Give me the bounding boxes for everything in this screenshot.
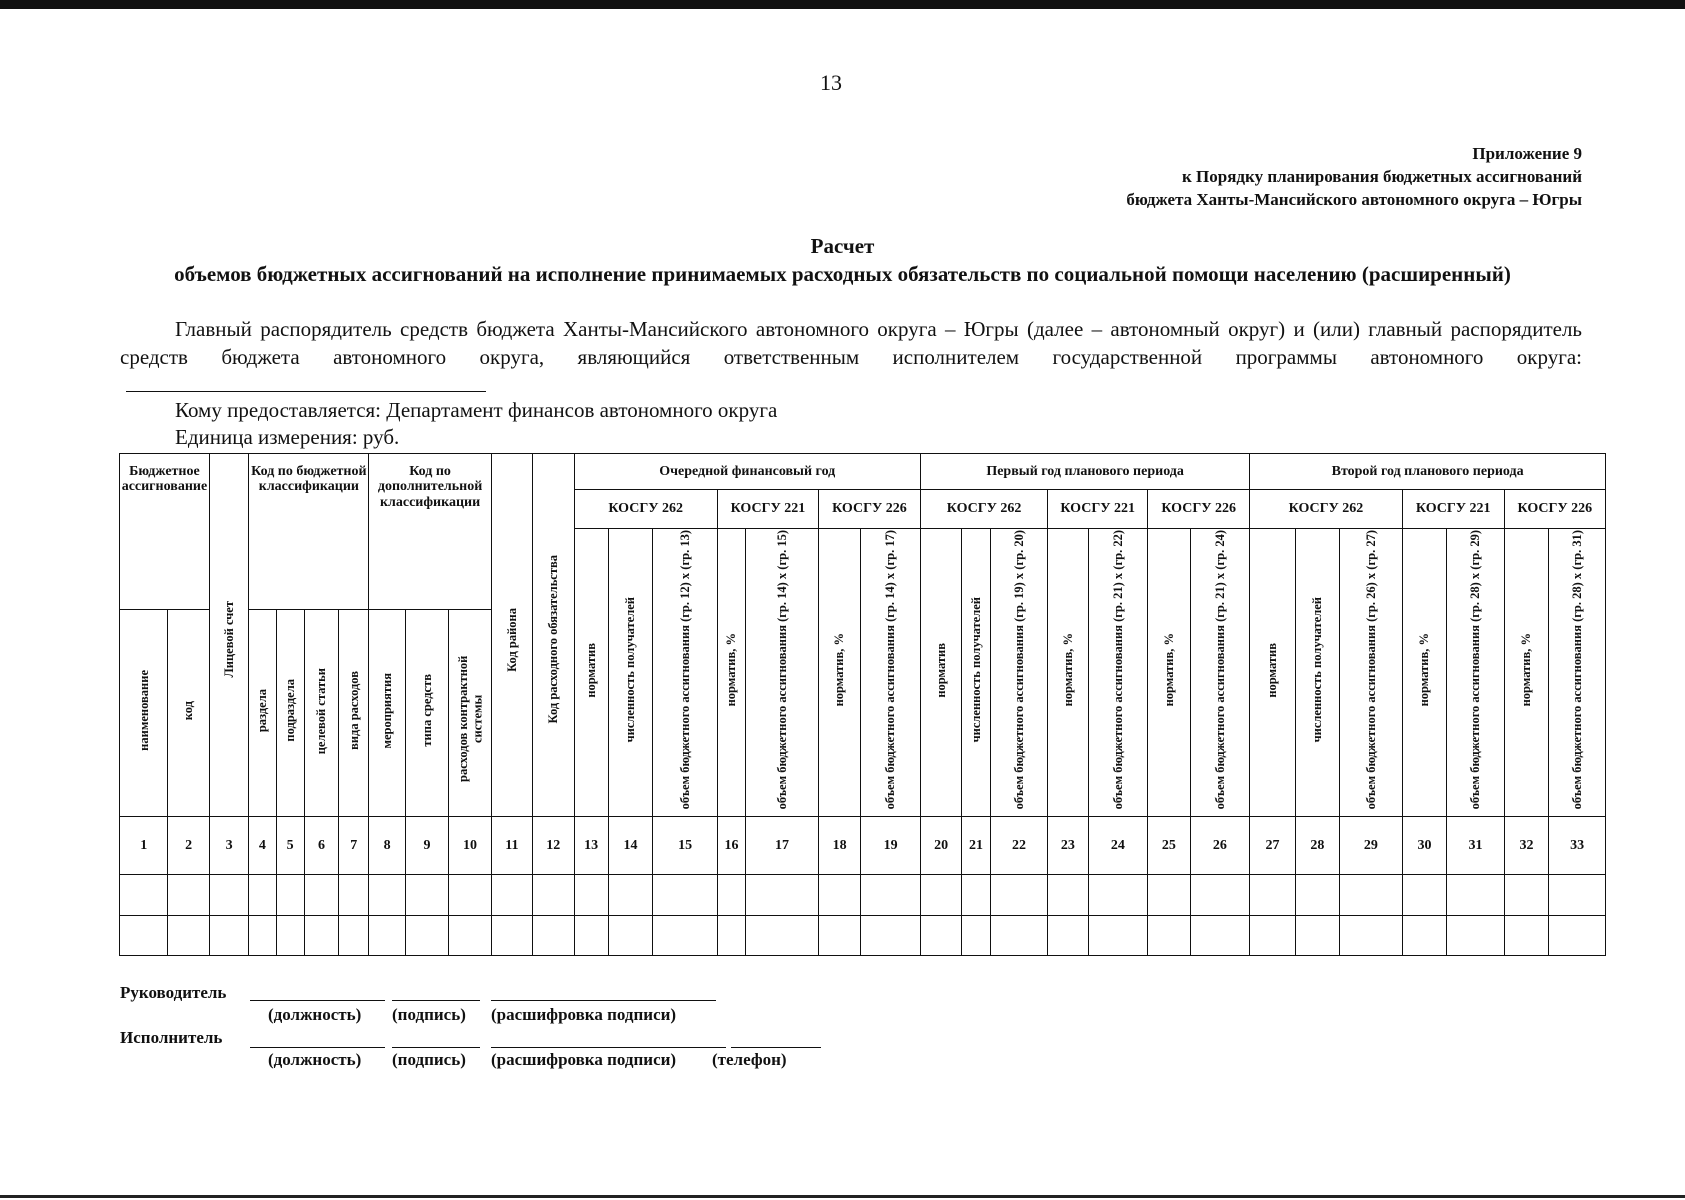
header-extra-classification: Код по дополнительной классификации <box>369 454 491 610</box>
header-kosgu-221: КОСГУ 221 <box>1402 490 1504 528</box>
table-cell[interactable] <box>574 915 608 955</box>
table-cell[interactable] <box>1190 875 1250 915</box>
header-kosgu-221: КОСГУ 221 <box>1048 490 1148 528</box>
table-cell[interactable] <box>369 875 405 915</box>
table-cell[interactable] <box>491 915 532 955</box>
header-col-21: численность получателей <box>962 528 990 816</box>
table-cell[interactable] <box>717 875 745 915</box>
table-cell[interactable] <box>168 875 209 915</box>
column-number-cell: 18 <box>818 816 860 875</box>
document-title: Расчет <box>810 234 875 258</box>
column-number-cell: 9 <box>405 816 448 875</box>
header-district-code <box>491 454 532 817</box>
table-cell[interactable] <box>339 875 369 915</box>
header-col-28: численность получателей <box>1295 528 1339 816</box>
executor-decoding-line[interactable] <box>491 1046 726 1048</box>
head-signature-caption: (подпись) <box>392 1005 466 1024</box>
table-cell[interactable] <box>818 875 860 915</box>
table-cell[interactable] <box>533 875 574 915</box>
header-kosgu-262: КОСГУ 262 <box>574 490 717 528</box>
column-number-cell: 27 <box>1250 816 1295 875</box>
table-row <box>120 875 1606 915</box>
header-kosgu-226: КОСГУ 226 <box>1504 490 1605 528</box>
head-label: Руководитель <box>120 983 227 1002</box>
column-number-cell: 13 <box>574 816 608 875</box>
table-cell[interactable] <box>449 875 491 915</box>
table-cell[interactable] <box>1250 915 1295 955</box>
table-cell[interactable] <box>1088 875 1148 915</box>
executor-phone-line[interactable] <box>731 1046 821 1048</box>
table-cell[interactable] <box>574 875 608 915</box>
table-cell[interactable] <box>1250 875 1295 915</box>
table-cell[interactable] <box>861 875 921 915</box>
table-row <box>120 915 1606 955</box>
head-position-caption: (должность) <box>268 1005 362 1024</box>
table-cell[interactable] <box>1295 875 1339 915</box>
column-number-cell: 24 <box>1088 816 1148 875</box>
table-cell[interactable] <box>304 915 338 955</box>
table-cell[interactable] <box>209 875 248 915</box>
header-col-1: наименование <box>120 610 168 816</box>
table-cell[interactable] <box>1447 915 1505 955</box>
header-obligation-code <box>533 454 574 817</box>
header-kosgu-226: КОСГУ 226 <box>1148 490 1250 528</box>
table-cell[interactable] <box>861 915 921 955</box>
table-cell[interactable] <box>369 915 405 955</box>
header-col-24: объем бюджетного ассигнования (гр. 21) x (гр. 22) <box>1088 528 1148 816</box>
table-cell[interactable] <box>405 915 448 955</box>
header-period-current: Очередной финансовый год <box>574 454 920 490</box>
column-number-cell: 19 <box>861 816 921 875</box>
table-cell[interactable] <box>533 915 574 955</box>
column-number-cell: 5 <box>276 816 304 875</box>
column-number-cell: 30 <box>1402 816 1446 875</box>
table-cell[interactable] <box>1048 915 1088 955</box>
column-number-cell: 20 <box>920 816 961 875</box>
header-obligation-code-label: Код расходного обязательства <box>546 555 561 724</box>
executor-signature-caption: (подпись) <box>392 1050 466 1069</box>
header-kosgu-226: КОСГУ 226 <box>818 490 920 528</box>
intro-paragraph <box>120 315 1582 399</box>
header-col-15: объем бюджетного ассигнования (гр. 12) x (гр. 13) <box>653 528 718 816</box>
column-numbers-row <box>120 816 1606 875</box>
table-cell[interactable] <box>276 875 304 915</box>
header-col-6: целевой статьи <box>304 610 338 816</box>
table-cell[interactable] <box>1549 915 1606 955</box>
table-cell[interactable] <box>168 915 209 955</box>
calculation-table <box>119 453 1606 956</box>
header-col-33: объем бюджетного ассигнования (гр. 28) x (гр. 31) <box>1549 528 1606 816</box>
column-number-cell: 29 <box>1340 816 1403 875</box>
table-cell[interactable] <box>1048 875 1088 915</box>
table-cell[interactable] <box>120 875 168 915</box>
header-kosgu-262: КОСГУ 262 <box>920 490 1047 528</box>
table-cell[interactable] <box>717 915 745 955</box>
executor-phone-caption: (телефон) <box>712 1050 787 1069</box>
table-cell[interactable] <box>653 875 718 915</box>
column-number-cell: 32 <box>1504 816 1548 875</box>
header-col-30: норматив, % <box>1402 528 1446 816</box>
header-personal-account-label: Лицевой счет <box>221 601 236 678</box>
executor-label: Исполнитель <box>120 1028 223 1047</box>
head-decoding-line[interactable] <box>491 999 716 1001</box>
table-cell[interactable] <box>746 915 819 955</box>
header-col-13: норматив <box>574 528 608 816</box>
column-number-cell: 15 <box>653 816 718 875</box>
column-number-cell: 14 <box>608 816 652 875</box>
header-col-5: подраздела <box>276 610 304 816</box>
header-personal-account <box>209 454 248 817</box>
header-col-23: норматив, % <box>1048 528 1088 816</box>
table-cell[interactable] <box>962 875 990 915</box>
table-cell[interactable] <box>920 875 961 915</box>
column-number-cell: 28 <box>1295 816 1339 875</box>
header-budget-allocation: Бюджетное ассигнование <box>120 454 210 610</box>
column-number-cell: 11 <box>491 816 532 875</box>
head-position-line[interactable] <box>250 999 385 1001</box>
table-cell[interactable] <box>746 875 819 915</box>
table-cell[interactable] <box>339 915 369 955</box>
annex-line-2: к Порядку планирования бюджетных ассигнований <box>1182 167 1582 186</box>
column-number-cell: 25 <box>1148 816 1190 875</box>
table-cell[interactable] <box>608 875 652 915</box>
table-cell[interactable] <box>304 875 338 915</box>
header-col-7: вида расходов <box>339 610 369 816</box>
recipient-line: Кому предоставляется: Департамент финансов автономного округа <box>175 398 778 422</box>
table-cell[interactable] <box>962 915 990 955</box>
table-cell[interactable] <box>209 915 248 955</box>
column-number-cell: 22 <box>990 816 1048 875</box>
table-cell[interactable] <box>818 915 860 955</box>
column-number-cell: 21 <box>962 816 990 875</box>
unit-line: Единица измерения: руб. <box>175 425 400 449</box>
header-col-25: норматив, % <box>1148 528 1190 816</box>
table-cell[interactable] <box>1549 875 1606 915</box>
bottom-border <box>0 1195 1685 1198</box>
header-col-10: расходов контрактной системы <box>449 610 491 816</box>
executor-decoding-caption: (расшифровка подписи) <box>491 1050 677 1069</box>
column-number-cell: 26 <box>1190 816 1250 875</box>
document-subtitle: объемов бюджетных ассигнований на исполнение принимаемых расходных обязательств по социальной помощи населению (расширенный) <box>174 262 1511 286</box>
column-number-cell: 4 <box>249 816 276 875</box>
column-number-cell: 3 <box>209 816 248 875</box>
table-cell[interactable] <box>1295 915 1339 955</box>
executor-position-line[interactable] <box>250 1046 385 1048</box>
annex-block <box>1126 142 1582 211</box>
table-cell[interactable] <box>491 875 532 915</box>
table-cell[interactable] <box>405 875 448 915</box>
header-col-31: объем бюджетного ассигнования (гр. 28) x (гр. 29) <box>1447 528 1505 816</box>
header-col-2: код <box>168 610 209 816</box>
table-cell[interactable] <box>249 875 276 915</box>
table-cell[interactable] <box>608 915 652 955</box>
top-border <box>0 0 1685 9</box>
head-signature-line[interactable] <box>392 999 480 1001</box>
column-number-cell: 8 <box>369 816 405 875</box>
head-decoding-caption: (расшифровка подписи) <box>491 1005 677 1024</box>
header-col-17: объем бюджетного ассигнования (гр. 14) x (гр. 15) <box>746 528 819 816</box>
table-cell[interactable] <box>120 915 168 955</box>
header-budget-classification: Код по бюджетной классификации <box>249 454 369 610</box>
table-cell[interactable] <box>1088 915 1148 955</box>
header-col-16: норматив, % <box>717 528 745 816</box>
table-cell[interactable] <box>1402 875 1446 915</box>
table-cell[interactable] <box>920 915 961 955</box>
header-col-22: объем бюджетного ассигнования (гр. 19) x (гр. 20) <box>990 528 1048 816</box>
header-col-14: численность получателей <box>608 528 652 816</box>
column-number-cell: 1 <box>120 816 168 875</box>
header-period-first: Первый год планового периода <box>920 454 1249 490</box>
header-col-9: типа средств <box>405 610 448 816</box>
column-number-cell: 23 <box>1048 816 1088 875</box>
table-cell[interactable] <box>1340 915 1403 955</box>
header-district-code-label: Код района <box>504 607 519 672</box>
intro-text: Главный распорядитель средств бюджета Ханты-Мансийского автономного округа – Югры (далее – автономный округ) и (или) главный распорядитель средств бюджета автономного округа, являющийся ответственным исполнителем государственной программы автономного округа: <box>120 317 1582 369</box>
column-number-cell: 31 <box>1447 816 1505 875</box>
table-cell[interactable] <box>1447 875 1505 915</box>
header-col-29: объем бюджетного ассигнования (гр. 26) x (гр. 27) <box>1340 528 1403 816</box>
header-kosgu-221: КОСГУ 221 <box>717 490 818 528</box>
table-cell[interactable] <box>1402 915 1446 955</box>
column-number-cell: 17 <box>746 816 819 875</box>
header-kosgu-262: КОСГУ 262 <box>1250 490 1402 528</box>
table-cell[interactable] <box>449 915 491 955</box>
header-col-26: объем бюджетного ассигнования (гр. 21) x (гр. 24) <box>1190 528 1250 816</box>
header-period-second: Второй год планового периода <box>1250 454 1606 490</box>
table-cell[interactable] <box>1148 915 1190 955</box>
header-col-18: норматив, % <box>818 528 860 816</box>
annex-line-3: бюджета Ханты-Мансийского автономного округа – Югры <box>1126 190 1582 209</box>
column-number-cell: 2 <box>168 816 209 875</box>
table-cell[interactable] <box>249 915 276 955</box>
column-number-cell: 10 <box>449 816 491 875</box>
page-number: 13 <box>820 70 842 95</box>
table-cell[interactable] <box>990 915 1048 955</box>
executor-signature-line[interactable] <box>392 1046 480 1048</box>
table-cell[interactable] <box>276 915 304 955</box>
table-cell[interactable] <box>1148 875 1190 915</box>
annex-line-1: Приложение 9 <box>1472 144 1582 163</box>
column-number-cell: 7 <box>339 816 369 875</box>
table-cell[interactable] <box>1340 875 1403 915</box>
header-col-27: норматив <box>1250 528 1295 816</box>
header-col-8: мероприятия <box>369 610 405 816</box>
table-cell[interactable] <box>1504 915 1548 955</box>
column-number-cell: 16 <box>717 816 745 875</box>
header-col-4: раздела <box>249 610 276 816</box>
header-col-19: объем бюджетного ассигнования (гр. 14) x (гр. 17) <box>861 528 921 816</box>
column-number-cell: 33 <box>1549 816 1606 875</box>
table-cell[interactable] <box>990 875 1048 915</box>
header-col-32: норматив, % <box>1504 528 1548 816</box>
executor-position-caption: (должность) <box>268 1050 362 1069</box>
table-cell[interactable] <box>1504 875 1548 915</box>
table-cell[interactable] <box>1190 915 1250 955</box>
header-col-20: норматив <box>920 528 961 816</box>
column-number-cell: 6 <box>304 816 338 875</box>
column-number-cell: 12 <box>533 816 574 875</box>
table-cell[interactable] <box>653 915 718 955</box>
administrator-blank-line[interactable] <box>126 373 486 392</box>
